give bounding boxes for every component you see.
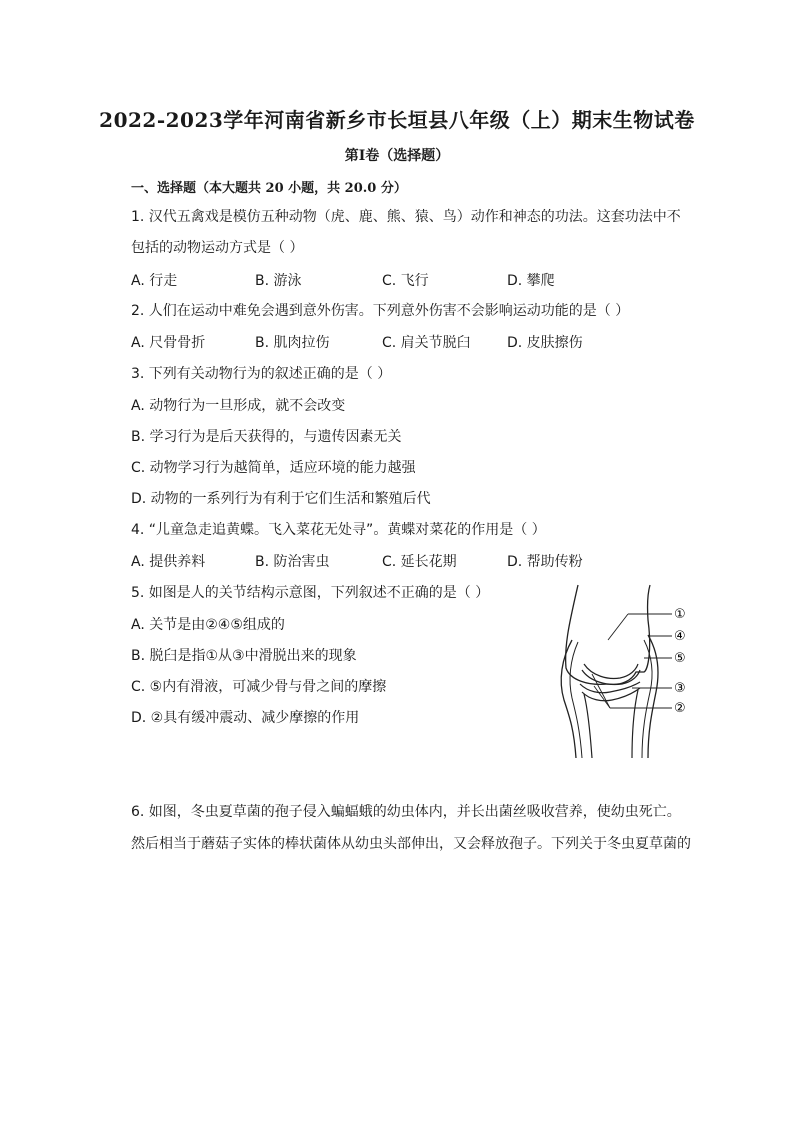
q4-option-d: D. 帮助传粉 xyxy=(507,554,583,570)
q1-option-c: C. 飞行 xyxy=(382,273,429,289)
upper-bone-outline xyxy=(566,585,650,684)
q3-option-d: D. 动物的一系列行为有利于它们生活和繁殖后代 xyxy=(131,491,431,507)
q4-stem-line-1: 4. “儿童急走追黄蝶。飞入菜花无处寻”。黄蝶对菜花的作用是（ ） xyxy=(131,522,546,538)
joint-diagram xyxy=(548,580,698,760)
q5-option-a: A. 关节是由②④⑤组成的 xyxy=(131,617,285,633)
q2-option-a: A. 尺骨骨折 xyxy=(131,335,206,351)
q2-option-d: D. 皮肤擦伤 xyxy=(507,335,583,351)
articular-head xyxy=(584,664,638,678)
joint-capsule-left xyxy=(561,640,576,758)
q3-option-b: B. 学习行为是后天获得的，与遗传因素无关 xyxy=(131,429,402,445)
q2-option-c: C. 肩关节脱臼 xyxy=(382,335,471,351)
q5-stem-line-1: 5. 如图是人的关节结构示意图，下列叙述不正确的是（ ） xyxy=(131,585,490,601)
q4-option-c: C. 延长花期 xyxy=(382,554,457,570)
figure-label-1: ① xyxy=(674,607,686,622)
volume-title: 第I卷（选择题） xyxy=(344,148,450,164)
lower-bone-left xyxy=(584,694,592,758)
q2-option-b: B. 肌肉拉伤 xyxy=(255,335,330,351)
q3-stem-line-1: 3. 下列有关动物行为的叙述正确的是（ ） xyxy=(131,366,392,382)
articular-socket xyxy=(582,688,640,701)
figure-label-2: ② xyxy=(674,701,686,716)
section-heading: 一、选择题（本大题共 20 小题，共 20.0 分） xyxy=(131,181,407,196)
q6-stem-line-1: 6. 如图，冬虫夏草菌的孢子侵入蝙蝠蛾的幼虫体内，并长出菌丝吸收营养，使幼虫死亡。 xyxy=(131,804,681,820)
joint-capsule-inner-left xyxy=(570,642,582,758)
q3-option-c: C. 动物学习行为越简单，适应环境的能力越强 xyxy=(131,460,416,476)
q1-stem-line-2: 包括的动物运动方式是（ ） xyxy=(131,240,304,256)
lower-bone-right xyxy=(632,690,638,758)
leader-line-2b xyxy=(594,686,610,708)
leader-line-1 xyxy=(608,614,628,640)
exam-title: 2022-2023学年河南省新乡市长垣县八年级（上）期末生物试卷 xyxy=(99,108,695,132)
q1-option-a: A. 行走 xyxy=(131,273,178,289)
q1-option-d: D. 攀爬 xyxy=(507,273,555,289)
figure-label-4: ④ xyxy=(674,629,686,644)
leader-line-2a xyxy=(592,674,610,708)
q6-stem-line-2: 然后相当于蘑菇子实体的棒状菌体从幼虫头部伸出，又会释放孢子。下列关于冬虫夏草菌的 xyxy=(131,836,691,852)
q3-option-a: A. 动物行为一旦形成，就不会改变 xyxy=(131,398,346,414)
q2-stem-line-1: 2. 人们在运动中难免会遇到意外伤害。下列意外伤害不会影响运动功能的是（ ） xyxy=(131,303,630,319)
q5-option-c: C. ⑤内有滑液，可减少骨与骨之间的摩擦 xyxy=(131,679,387,695)
q4-option-a: A. 提供养料 xyxy=(131,554,206,570)
articular-head-cartilage xyxy=(582,670,640,684)
q1-stem-line-1: 1. 汉代五禽戏是模仿五种动物（虎、鹿、熊、猿、鸟）动作和神态的功法。这套功法中不 xyxy=(131,209,681,225)
q1-option-b: B. 游泳 xyxy=(255,273,302,289)
figure-label-5: ⑤ xyxy=(674,651,686,666)
figure-label-3: ③ xyxy=(674,681,686,696)
q4-option-b: B. 防治害虫 xyxy=(255,554,330,570)
q5-option-d: D. ②具有缓冲震动、减少摩擦的作用 xyxy=(131,710,360,726)
q5-option-b: B. 脱臼是指①从③中滑脱出来的现象 xyxy=(131,648,357,664)
